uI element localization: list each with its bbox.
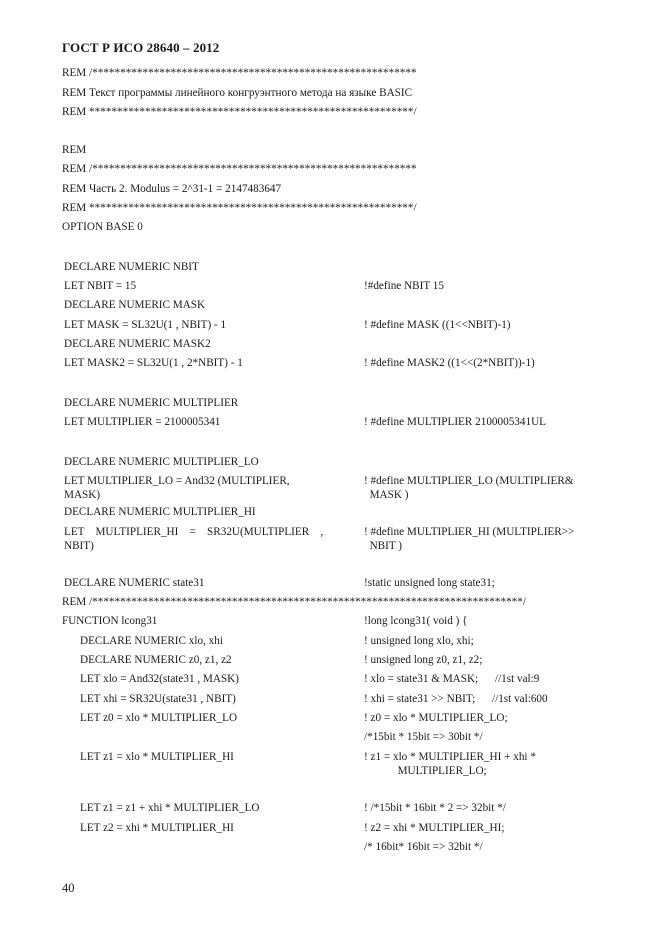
rem-separator: REM /*****************************************************************************/ [62,596,526,608]
code-left: LET MASK2 = SL32U(1 , 2*NBIT) - 1 [64,357,243,369]
code-comment: !long lcong31( void ) { [364,615,468,627]
code-left: DECLARE NUMERIC MULTIPLIER [64,397,239,409]
code-comment: ! unsigned long xlo, xhi; [364,635,474,647]
page-header: ГОСТ Р ИСО 28640 – 2012 [62,40,220,55]
code-comment: ! #define MULTIPLIER_HI (MULTIPLIER>> NBIT ) [364,526,575,552]
rem-line: REM /********************************************************** [62,67,417,79]
code-comment: ! /*15bit * 16bit * 2 => 32bit */ [364,802,506,814]
rem-line: REM **********************************************************/ [62,106,417,118]
code-comment: /*15bit * 15bit => 30bit */ [364,731,483,743]
code-comment: ! xlo = state31 & MASK; //1st val:9 [364,673,540,685]
code-comment: ! #define MULTIPLIER 2100005341UL [364,416,546,428]
code-left: DECLARE NUMERIC z0, z1, z2 [80,654,232,666]
rem-line: REM Часть 2. Modulus = 2^31-1 = 2147483647 [62,183,282,195]
option-line: OPTION BASE 0 [62,221,143,233]
code-left: LET MULTIPLIER_LO = And32 (MULTIPLIER, MASK) [64,475,290,501]
code-left: LET z1 = z1 + xhi * MULTIPLIER_LO [80,802,260,814]
code-comment: /* 16bit* 16bit => 32bit */ [364,841,483,853]
code-left: LET NBIT = 15 [64,280,137,292]
rem-line: REM Текст программы линейного конгруэнтного метода на языке BASIC [62,87,413,99]
code-comment: !#define NBIT 15 [364,280,444,292]
code-left: LET z1 = xlo * MULTIPLIER_HI [80,751,234,763]
code-left: DECLARE NUMERIC xlo, xhi [80,635,223,647]
code-left: LET MULTIPLIER = 2100005341 [64,416,221,428]
code-left: LET MULTIPLIER_HI = SR32U(MULTIPLIER , NBIT) [64,526,324,552]
rem-line: REM [62,144,87,156]
code-left: LET z2 = xhi * MULTIPLIER_HI [80,822,234,834]
code-comment: ! z0 = xlo * MULTIPLIER_LO; [364,712,508,724]
code-comment: ! #define MULTIPLIER_LO (MULTIPLIER& MASK ) [364,475,574,501]
code-left: DECLARE NUMERIC MULTIPLIER_HI [64,506,256,518]
code-comment: !static unsigned long state31; [364,577,495,589]
code-left: FUNCTION lcong31 [62,615,158,627]
code-comment: ! #define MASK2 ((1<<(2*NBIT))-1) [364,357,535,369]
code-left: LET xhi = SR32U(state31 , NBIT) [80,693,236,705]
code-comment: ! z2 = xhi * MULTIPLIER_HI; [364,822,505,834]
code-left: LET z0 = xlo * MULTIPLIER_LO [80,712,238,724]
code-left: LET MASK = SL32U(1 , NBIT) - 1 [64,319,227,331]
code-left: DECLARE NUMERIC NBIT [64,261,199,273]
code-left: LET xlo = And32(state31 , MASK) [80,673,239,685]
code-comment: ! #define MASK ((1<<NBIT)-1) [364,319,511,331]
code-comment: ! xhi = state31 >> NBIT; //1st val:600 [364,693,548,705]
code-left: DECLARE NUMERIC MASK2 [64,338,211,350]
code-left: DECLARE NUMERIC MULTIPLIER_LO [64,456,259,468]
rem-line: REM **********************************************************/ [62,202,417,214]
code-comment: ! unsigned long z0, z1, z2; [364,654,483,666]
code-left: DECLARE NUMERIC state31 [64,577,205,589]
rem-line: REM /********************************************************** [62,163,417,175]
code-comment: ! z1 = xlo * MULTIPLIER_HI + xhi * MULTIPLIER_LO; [364,751,536,777]
code-left: DECLARE NUMERIC MASK [64,299,206,311]
page-number: 40 [62,881,75,895]
